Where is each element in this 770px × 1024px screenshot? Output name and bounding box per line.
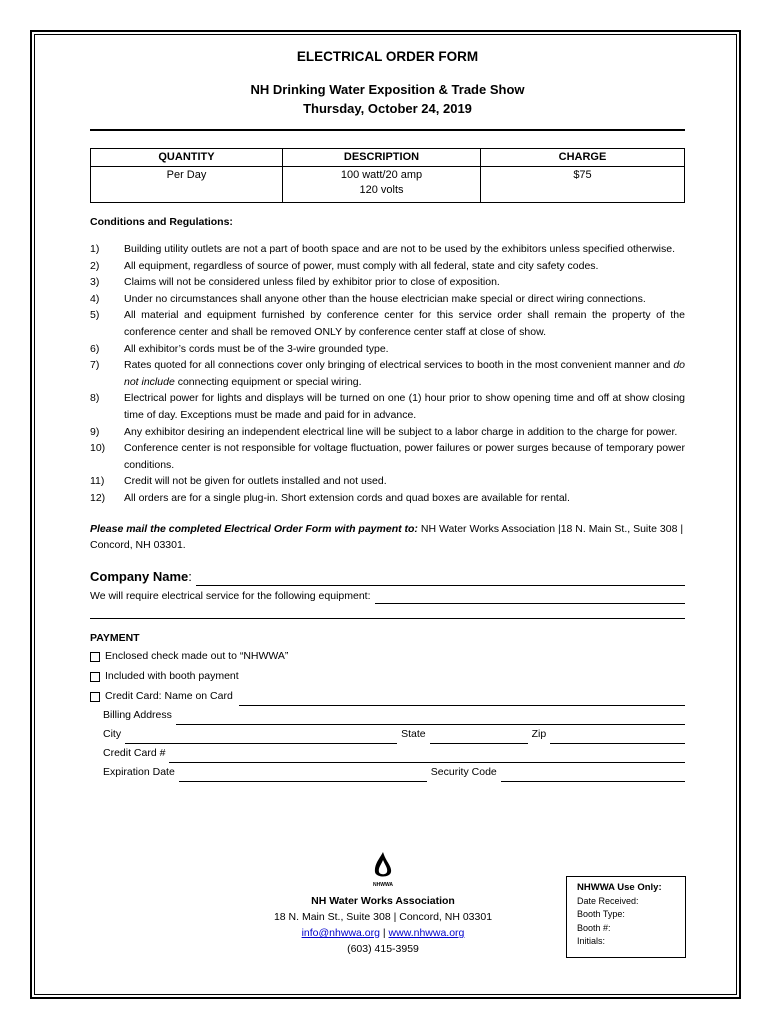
item-text: All equipment, regardless of source of power, must comply with all federal, state and city safety codes. <box>124 259 599 272</box>
credit-card-field[interactable] <box>169 749 685 763</box>
email-link[interactable]: info@nhwwa.org <box>301 927 380 939</box>
office-use-heading: NHWWA Use Only: <box>577 882 662 893</box>
city-label: City <box>103 727 122 740</box>
expiration-row <box>90 763 685 782</box>
col-description: DESCRIPTION <box>283 149 481 167</box>
company-name-colon: : <box>188 568 192 584</box>
item-text-before: Rates quoted for all connections cover only bringing of electrical services to booth in the most convenient manner and <box>124 359 674 372</box>
expiration-label: Expiration Date <box>103 765 175 778</box>
credit-card-checkbox[interactable] <box>90 692 100 702</box>
name-on-card-label: Credit Card: Name on Card <box>105 689 233 702</box>
item-text: Building utility outlets are not a part of booth space and are not to be used by the exhibitors unless specified otherwise. <box>124 243 676 255</box>
item-number: 10) <box>90 442 106 455</box>
item-text-after: connecting equipment or special wiring. <box>174 375 362 388</box>
description-line-1: 100 watt/20 amp <box>340 169 423 181</box>
nhwwa-logo <box>368 850 398 890</box>
item-number: 8) <box>90 392 100 405</box>
water-drop-icon <box>375 852 391 877</box>
mail-address: NH Water Works Association |18 N. Main St., Suite 308 | Concord, NH 03301. <box>90 522 684 551</box>
item-number: 9) <box>90 425 100 438</box>
charge-cell: $75 <box>481 167 685 203</box>
description-line-2: 120 volts <box>359 184 404 196</box>
form-title: ELECTRICAL ORDER FORM <box>296 49 479 64</box>
item-text: All exhibitor’s cords must be of the 3-wire grounded type. <box>124 342 389 355</box>
list-item <box>90 390 685 423</box>
description-cell <box>283 167 481 203</box>
zip-field[interactable] <box>550 730 685 744</box>
check-checkbox[interactable] <box>90 652 100 662</box>
event-date: Thursday, October 24, 2019 <box>303 101 472 116</box>
event-name: NH Drinking Water Exposition & Trade Show <box>250 82 525 97</box>
payment-option-card <box>90 686 685 706</box>
order-table-header <box>91 149 685 167</box>
company-name-field[interactable] <box>196 572 685 586</box>
list-item <box>90 490 685 507</box>
item-text: Under no circumstances shall anyone other than the house electrician make special or direct wiring connections. <box>124 292 646 305</box>
footer-address: 18 N. Main St., Suite 308 | Concord, NH 03301 <box>273 911 493 923</box>
state-field[interactable] <box>430 730 528 744</box>
item-number: 4) <box>90 292 100 305</box>
payment-option-check <box>90 646 685 666</box>
footer-contact <box>250 893 516 957</box>
booth-payment-checkbox[interactable] <box>90 672 100 682</box>
security-code-field[interactable] <box>501 768 685 782</box>
item-text: All orders are for a single plug-in. Short extension cords and quad boxes are available for rental. <box>124 491 570 504</box>
logo-text: NHWWA <box>373 882 393 888</box>
header-divider <box>90 129 685 131</box>
col-charge: CHARGE <box>481 149 685 167</box>
conditions-list <box>90 241 685 507</box>
billing-address-field[interactable] <box>176 711 685 725</box>
item-number: 12) <box>90 491 106 504</box>
item-text: Conference center is not responsible for voltage fluctuation, power failures or power surges because of temporary power conditions. <box>124 442 685 471</box>
list-item <box>90 473 685 490</box>
expiration-field[interactable] <box>179 768 427 782</box>
item-number: 5) <box>90 309 100 322</box>
booth-payment-label: Included with booth payment <box>105 669 239 682</box>
equipment-row <box>90 588 685 604</box>
table-row <box>91 167 685 203</box>
item-text: All material and equipment furnished by conference center for this service order shall remain the property of the conference center and shall be removed ONLY by conference center staff at close of show. <box>124 309 685 338</box>
list-item <box>90 291 685 308</box>
security-code-label: Security Code <box>430 765 497 778</box>
conditions-heading: Conditions and Regulations: <box>90 216 233 228</box>
equipment-label: We will require electrical service for the following equipment: <box>90 589 371 602</box>
city-field[interactable] <box>125 730 397 744</box>
equipment-field-line-2[interactable] <box>90 618 685 619</box>
city-state-zip-row <box>90 725 685 744</box>
list-item <box>90 341 685 358</box>
office-use-box <box>566 876 686 958</box>
website-link[interactable]: www.nhwwa.org <box>388 927 465 939</box>
item-number: 3) <box>90 276 100 289</box>
list-item <box>90 274 685 291</box>
list-item <box>90 258 685 275</box>
item-text: Credit will not be given for outlets installed and not used. <box>124 475 387 488</box>
company-name-row <box>90 568 685 586</box>
check-label: Enclosed check made out to “NHWWA” <box>105 649 289 662</box>
state-label: State <box>401 727 426 740</box>
item-number: 1) <box>90 243 100 255</box>
initials-label: Initials: <box>577 936 606 946</box>
item-text <box>124 357 685 390</box>
list-item <box>90 241 685 258</box>
payment-heading: PAYMENT <box>90 631 140 644</box>
zip-label: Zip <box>531 727 547 740</box>
list-item <box>90 440 685 473</box>
item-text: Claims will not be considered unless filed by exhibitor prior to close of exposition. <box>124 276 500 289</box>
footer-org-name: NH Water Works Association <box>311 895 455 907</box>
form-content <box>90 46 685 782</box>
item-text-italic: do not include <box>124 359 685 388</box>
list-item <box>90 424 685 441</box>
item-number: 2) <box>90 259 100 272</box>
payment-option-booth <box>90 666 685 686</box>
item-number: 7) <box>90 359 100 372</box>
item-text: Any exhibitor desiring an independent electrical line will be subject to a labor charge in addition to the charge for power. <box>124 425 678 438</box>
mail-lead: Please mail the completed Electrical Order Form with payment to: <box>90 522 418 535</box>
mail-instructions <box>90 521 685 554</box>
billing-row <box>90 706 685 725</box>
booth-type-label: Booth Type: <box>577 909 625 919</box>
quantity-cell: Per Day <box>91 167 283 203</box>
footer-phone: (603) 415-3959 <box>347 943 419 955</box>
equipment-field[interactable] <box>375 590 685 604</box>
item-number: 11) <box>90 475 105 488</box>
company-name-label: Company Name <box>90 568 189 584</box>
item-text: Electrical power for lights and displays will be turned on one (1) hour prior to show opening time and off at show closing time of day. Exceptions must be made and paid for in advance. <box>124 392 685 421</box>
billing-label: Billing Address <box>103 708 172 721</box>
col-quantity: QUANTITY <box>91 149 283 167</box>
name-on-card-field[interactable] <box>239 692 685 706</box>
date-received-label: Date Received: <box>577 895 639 906</box>
credit-card-row <box>90 744 685 763</box>
link-separator: | <box>379 927 389 939</box>
list-item <box>90 307 685 340</box>
credit-card-label: Credit Card # <box>103 746 166 759</box>
footer-links <box>250 925 516 941</box>
booth-number-label: Booth #: <box>577 922 611 933</box>
list-item <box>90 357 685 390</box>
order-table <box>90 148 685 203</box>
item-number: 6) <box>90 342 100 355</box>
